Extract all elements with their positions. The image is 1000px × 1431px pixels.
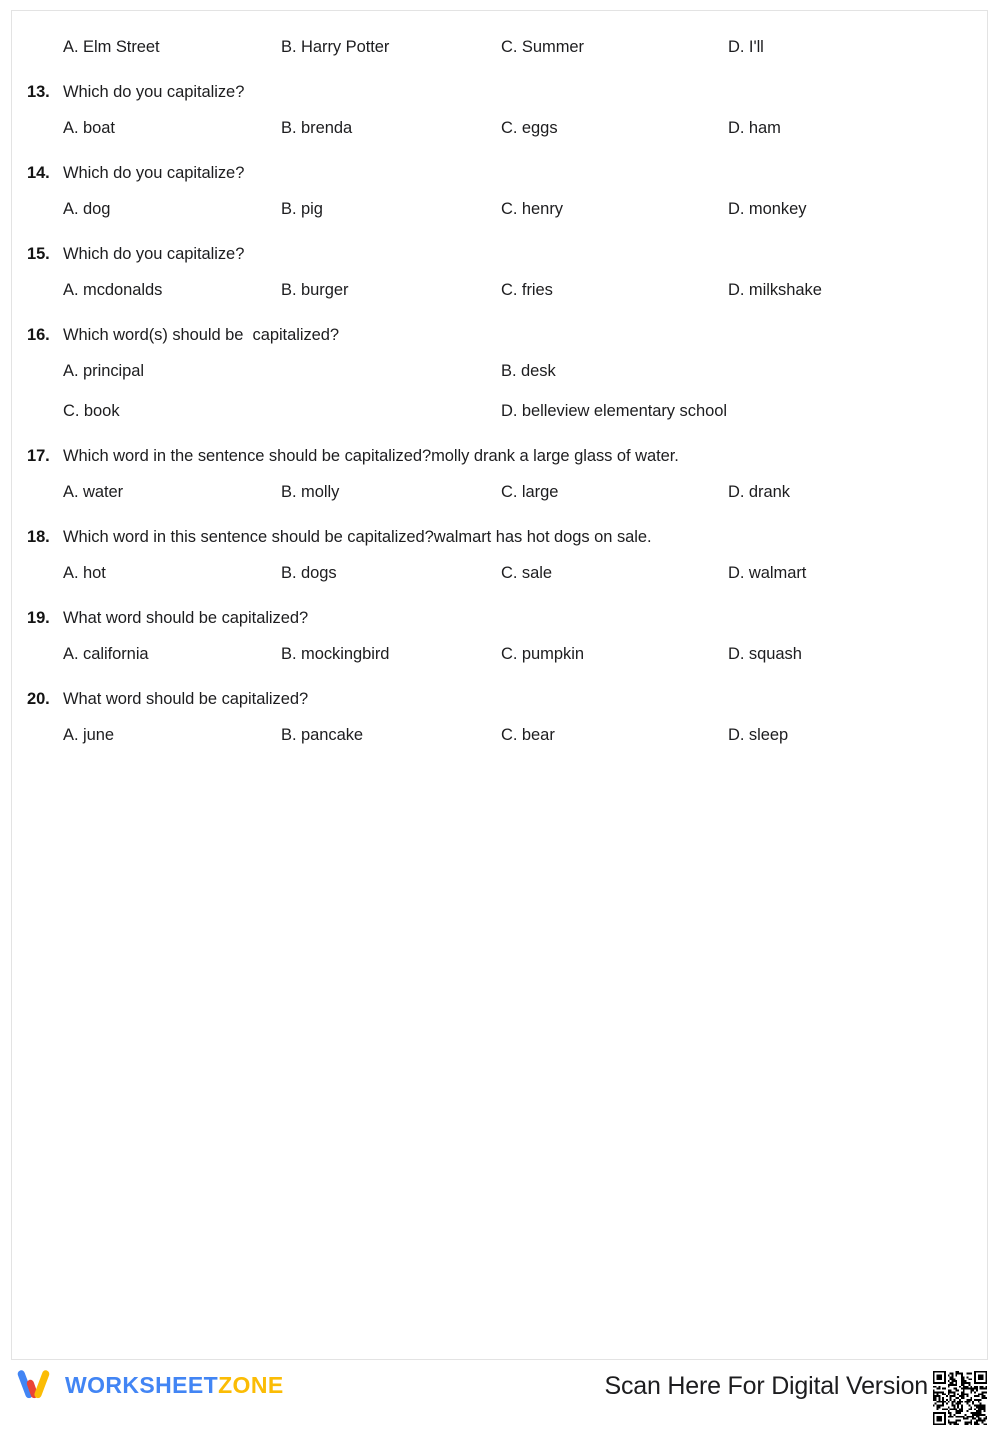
question-header bbox=[12, 77, 987, 108]
option-row bbox=[12, 270, 987, 310]
question-header bbox=[12, 603, 987, 634]
option-c[interactable]: C. henry bbox=[501, 200, 563, 218]
question-header bbox=[12, 320, 987, 351]
question-18 bbox=[12, 522, 987, 593]
option-b[interactable]: B. burger bbox=[281, 281, 349, 299]
option-b[interactable]: B. brenda bbox=[281, 119, 353, 137]
question-number: 20. bbox=[27, 690, 50, 708]
option-c[interactable]: C. pumpkin bbox=[501, 645, 584, 663]
option-a[interactable]: A. june bbox=[63, 726, 115, 744]
question-header bbox=[12, 522, 987, 553]
question-list bbox=[12, 11, 987, 765]
option-d[interactable]: D. milkshake bbox=[728, 281, 822, 299]
option-row bbox=[12, 27, 987, 67]
option-d[interactable]: D. sleep bbox=[728, 726, 789, 744]
question-number: 13. bbox=[27, 83, 50, 101]
option-d[interactable]: D. I'll bbox=[728, 38, 764, 56]
option-row bbox=[12, 553, 987, 593]
option-row bbox=[12, 189, 987, 229]
scan-here-label: Scan Here For Digital Version bbox=[604, 1372, 928, 1400]
question-17 bbox=[12, 441, 987, 512]
question-number: 18. bbox=[27, 528, 50, 546]
option-a[interactable]: A. Elm Street bbox=[63, 38, 160, 56]
qr-code[interactable] bbox=[929, 1365, 991, 1431]
question-text: Which word in this sentence should be capitalized?walmart has hot dogs on sale. bbox=[63, 528, 652, 546]
option-a[interactable]: A. dog bbox=[63, 200, 111, 218]
brand-wordmark bbox=[65, 1371, 284, 1398]
question-12-options-continued bbox=[12, 27, 987, 67]
question-text: Which word(s) should be capitalized? bbox=[63, 326, 340, 344]
option-d[interactable]: D. belleview elementary school bbox=[501, 402, 727, 420]
option-a[interactable]: A. water bbox=[63, 483, 124, 501]
option-d[interactable]: D. squash bbox=[728, 645, 802, 663]
question-number: 19. bbox=[27, 609, 50, 627]
question-number: 17. bbox=[27, 447, 50, 465]
question-text: Which do you capitalize? bbox=[63, 164, 245, 182]
option-b[interactable]: B. mockingbird bbox=[281, 645, 390, 663]
brand-name-zone: ZONE bbox=[218, 1371, 284, 1398]
option-d[interactable]: D. ham bbox=[728, 119, 781, 137]
option-a[interactable]: A. principal bbox=[63, 362, 145, 380]
worksheet-page-card bbox=[11, 10, 988, 1360]
option-c[interactable]: C. large bbox=[501, 483, 559, 501]
question-16 bbox=[12, 320, 987, 431]
option-b[interactable]: B. pancake bbox=[281, 726, 364, 744]
option-row bbox=[12, 634, 987, 674]
option-b[interactable]: B. desk bbox=[501, 362, 556, 380]
option-b[interactable]: B. pig bbox=[281, 200, 323, 218]
option-c[interactable]: C. sale bbox=[501, 564, 553, 582]
option-row bbox=[12, 391, 987, 431]
option-row bbox=[12, 351, 987, 391]
option-c[interactable]: C. Summer bbox=[501, 38, 584, 56]
question-15 bbox=[12, 239, 987, 310]
question-header bbox=[12, 684, 987, 715]
option-a[interactable]: A. california bbox=[63, 645, 149, 663]
option-d[interactable]: D. walmart bbox=[728, 564, 807, 582]
option-row bbox=[12, 108, 987, 148]
question-header bbox=[12, 158, 987, 189]
worksheet-zone-w-logo-icon bbox=[16, 1368, 56, 1402]
option-c[interactable]: C. bear bbox=[501, 726, 555, 744]
option-a[interactable]: A. hot bbox=[63, 564, 106, 582]
question-20 bbox=[12, 684, 987, 755]
question-text: What word should be capitalized? bbox=[63, 609, 309, 627]
page-footer bbox=[0, 1362, 1000, 1414]
option-b[interactable]: B. molly bbox=[281, 483, 340, 501]
question-number: 16. bbox=[27, 326, 50, 344]
option-row bbox=[12, 472, 987, 512]
question-number: 14. bbox=[27, 164, 50, 182]
option-b[interactable]: B. Harry Potter bbox=[281, 38, 390, 56]
worksheet-zone-brand[interactable] bbox=[16, 1368, 284, 1402]
option-c[interactable]: C. book bbox=[63, 402, 120, 420]
question-text: Which do you capitalize? bbox=[63, 245, 245, 263]
question-19 bbox=[12, 603, 987, 674]
question-14 bbox=[12, 158, 987, 229]
option-a[interactable]: A. boat bbox=[63, 119, 115, 137]
question-text: Which do you capitalize? bbox=[63, 83, 245, 101]
brand-name-worksheet: WORKSHEET bbox=[65, 1371, 219, 1398]
question-text: Which word in the sentence should be capitalized?molly drank a large glass of water. bbox=[63, 447, 679, 465]
question-header bbox=[12, 441, 987, 472]
option-d[interactable]: D. monkey bbox=[728, 200, 807, 218]
option-c[interactable]: C. fries bbox=[501, 281, 553, 299]
question-text: What word should be capitalized? bbox=[63, 690, 309, 708]
question-number: 15. bbox=[27, 245, 50, 263]
option-c[interactable]: C. eggs bbox=[501, 119, 558, 137]
question-header bbox=[12, 239, 987, 270]
option-a[interactable]: A. mcdonalds bbox=[63, 281, 163, 299]
option-b[interactable]: B. dogs bbox=[281, 564, 337, 582]
question-13 bbox=[12, 77, 987, 148]
option-row bbox=[12, 715, 987, 755]
option-d[interactable]: D. drank bbox=[728, 483, 790, 501]
